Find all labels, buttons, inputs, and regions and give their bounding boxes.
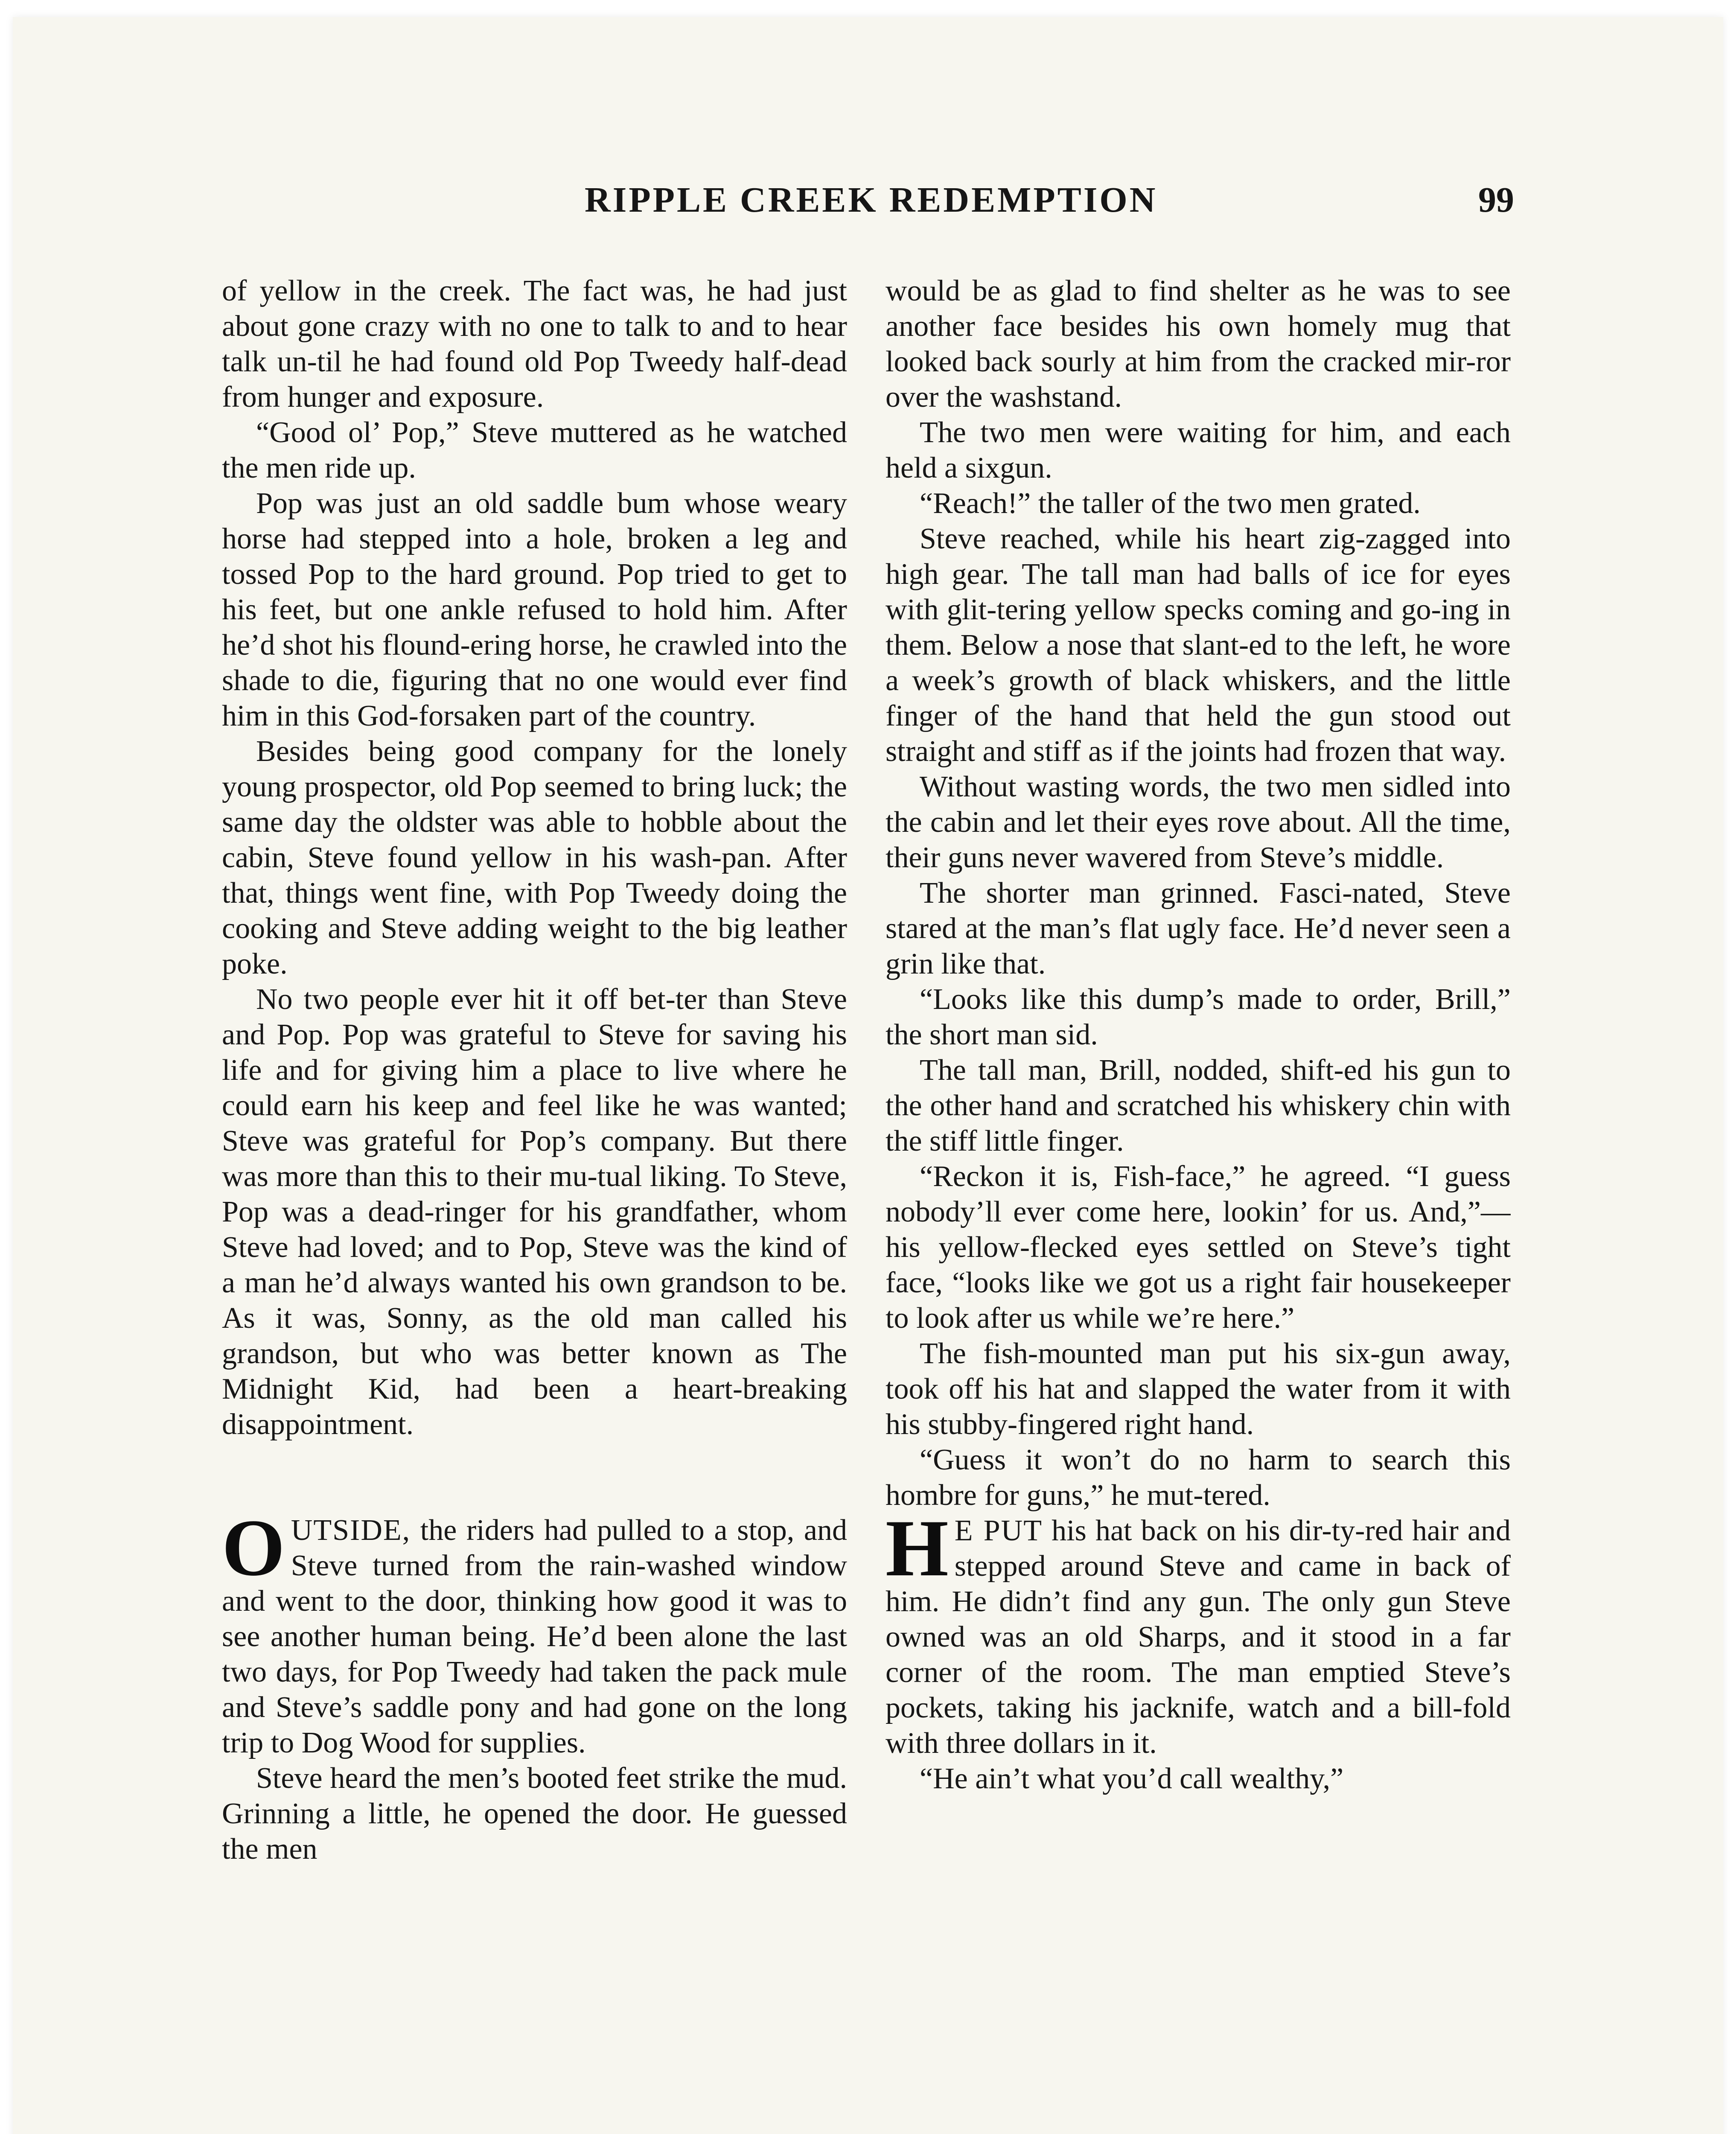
paragraph: Steve heard the men’s booted feet strike the mud. Grinning a little, he opened the door. He guessed the men: [222, 1762, 847, 1866]
drop-cap: O: [222, 1503, 285, 1593]
paragraph: “Good ol’ Pop,” Steve muttered as he watched the men ride up.: [222, 416, 847, 484]
right-text-column: [885, 273, 1511, 2134]
paragraph: The fish-mounted man put his six-gun away, took off his hat and slapped the water from it with his stubby-fingered right hand.: [885, 1337, 1511, 1441]
section-paragraph: [885, 1504, 1511, 1761]
paragraph: No two people ever hit it off bet-ter than Steve and Pop. Pop was grateful to Steve for saving his life and for giving him a place to live where he could earn his keep and feel like he was wanted; Steve was grateful for Pop’s company. But there was more than this to their mu-tual liking. To Steve, Pop was a dead-ringer for his grandfather, whom Steve had loved; and to Pop, Steve was the kind of a man he’d always wanted his own grandson to be. As it was, Sonny, as the old man called his grandson, but who was better known as The Midnight Kid, had been a heart-breaking disappointment.: [222, 983, 847, 1441]
paragraph: Besides being good company for the lonely young prospector, old Pop seemed to bring luck; the same day the oldster was able to hobble about the cabin, Steve found yellow in his wash-pan. After that, things went fine, with Pop Tweedy doing the cooking and Steve adding weight to the big leather poke.: [222, 735, 847, 980]
paragraph: “He ain’t what you’d call wealthy,”: [920, 1762, 1344, 1795]
lead-in-text: E PUT: [954, 1514, 1043, 1547]
drop-cap: H: [885, 1504, 949, 1593]
running-head-title: RIPPLE CREEK REDEMPTION: [585, 180, 1158, 220]
paragraph-text: his hat back on his dir-ty-red hair and stepped around Steve and came in back of him. He didn’t find any gun. The only gun Steve owned was an old Sharps, and it stood in a far corner of the room. The man emptied Steve’s pockets, taking his jacknife, watch and a bill-fold with three dollars in it.: [885, 1514, 1511, 1760]
lead-in-text: UTSIDE,: [291, 1514, 411, 1547]
paragraph: Without wasting words, the two men sidled into the cabin and let their eyes rove about. All the time, their guns never wavered from Steve’s middle.: [885, 770, 1511, 874]
paragraph: “Reckon it is, Fish-face,” he agreed. “I guess nobody’ll ever come here, lookin’ for us. And,”—his yellow-flecked eyes settled on Steve’s tight face, “looks like we got us a right fair housekeeper to look after us while we’re here.”: [885, 1160, 1511, 1335]
paragraph-text: the riders had pulled to a stop, and Steve turned from the rain-washed window and went to the door, thinking how good it was to see another human being. He’d been alone the last two days, for Pop Tweedy had taken the pack mule and Steve’s saddle pony and had gone on the long trip to Dog Wood for supplies.: [222, 1514, 847, 1759]
section-paragraph: [222, 1503, 847, 1761]
paragraph: would be as glad to find shelter as he was to see another face besides his own homely mug that looked back sourly at him from the cracked mir-ror over the washstand.: [885, 274, 1511, 414]
book-page: [13, 17, 1723, 2134]
page-number: 99: [1478, 180, 1514, 220]
paragraph: Pop was just an old saddle bum whose weary horse had stepped into a hole, broken a leg and tossed Pop to the hard ground. Pop tried to get to his feet, but one ankle refused to hold him. After he’d shot his flound-ering horse, he crawled into the shade to die, figuring that no one would ever find him in this God-forsaken part of the country.: [222, 487, 847, 732]
paragraph: of yellow in the creek. The fact was, he had just about gone crazy with no one to talk to and to hear talk un-til he had found old Pop Tweedy half-dead from hunger and exposure.: [222, 274, 847, 414]
paragraph: “Looks like this dump’s made to order, Brill,” the short man sid.: [885, 983, 1511, 1051]
paragraph: “Reach!” the taller of the two men grated.: [920, 487, 1421, 520]
paragraph: The tall man, Brill, nodded, shift-ed his gun to the other hand and scratched his whiskery chin with the stiff little finger.: [885, 1054, 1511, 1157]
paragraph: The two men were waiting for him, and each held a sixgun.: [885, 416, 1511, 484]
left-text-column: [222, 273, 847, 2134]
paragraph: “Guess it won’t do no harm to search this hombre for guns,” he mut-tered.: [885, 1443, 1511, 1512]
paragraph: The shorter man grinned. Fasci-nated, Steve stared at the man’s flat ugly face. He’d never seen a grin like that.: [885, 877, 1511, 980]
paragraph: Steve reached, while his heart zig-zagged into high gear. The tall man had balls of ice for eyes with glit-tering yellow specks coming and go-ing in them. Below a nose that slant-ed to the left, he wore a week’s growth of black whiskers, and the little finger of the hand that held the gun stood out straight and stiff as if the joints had frozen that way.: [885, 522, 1511, 768]
